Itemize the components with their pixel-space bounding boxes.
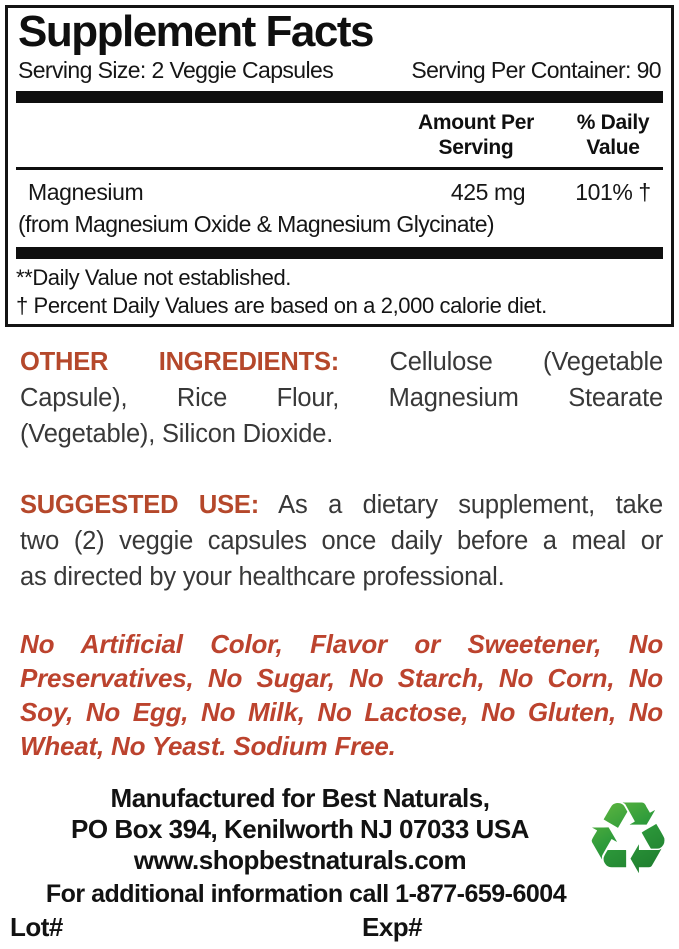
panel-title: Supplement Facts xyxy=(18,7,373,56)
claims-line-4: Wheat, No Yeast. Sodium Free. xyxy=(20,731,396,761)
other-ingredients-section xyxy=(20,344,663,452)
nutrient-row-magnesium xyxy=(16,179,663,206)
suggested-use-label: SUGGESTED USE: xyxy=(20,491,259,519)
recycle-icon: ♻ xyxy=(583,780,673,897)
divider-thick-top xyxy=(16,91,663,103)
footnote-percent-dv: † Percent Daily Values are based on a 2,000 calorie diet. xyxy=(16,292,547,318)
column-headers xyxy=(16,103,663,167)
other-ingredients-label: OTHER INGREDIENTS: xyxy=(20,348,340,376)
nutrient-source-note: (from Magnesium Oxide & Magnesium Glycinate) xyxy=(18,211,494,238)
phone-line: For additional information call 1-877-659-6004 xyxy=(45,880,567,908)
divider-thin xyxy=(16,167,663,170)
servings-per-container: Serving Per Container: 90 xyxy=(411,56,661,83)
manufacturer-line: Manufactured for Best Naturals, xyxy=(110,783,490,813)
exp-label: Exp# xyxy=(362,912,423,942)
suggested-use-section xyxy=(20,487,663,595)
other-ingredients-line-1 xyxy=(20,344,663,380)
nutrient-name: Magnesium xyxy=(28,179,144,206)
claims-line-3: Soy, No Egg, No Milk, No Lactose, No Gluten, No xyxy=(20,697,663,727)
serving-size: Serving Size: 2 Veggie Capsules xyxy=(18,56,334,83)
divider-thick-bottom xyxy=(16,247,663,259)
other-ingredients-line-3: (Vegetable), Silicon Dioxide. xyxy=(20,420,334,448)
address-line: PO Box 394, Kenilworth NJ 07033 USA xyxy=(71,814,529,844)
other-ingredients-line-2: Capsule), Rice Flour, Magnesium Stearate xyxy=(20,384,663,412)
claims-line-1: No Artificial Color, Flavor or Sweetener, No xyxy=(20,629,663,659)
suggested-use-line-1 xyxy=(20,487,663,523)
claims-line-2: Preservatives, No Sugar, No Starch, No Corn, No xyxy=(20,663,663,693)
lot-exp-row xyxy=(0,912,679,944)
panel-footnotes xyxy=(16,264,663,319)
amount-per-serving-header: Amount Per Serving xyxy=(417,110,534,160)
footnote-dv-not-established: **Daily Value not established. xyxy=(16,265,291,291)
manufacturer-footer xyxy=(0,780,679,944)
other-ingredients-text-1: Cellulose (Vegetable xyxy=(389,348,663,376)
serving-row xyxy=(18,57,661,84)
claims-section xyxy=(20,627,663,763)
nutrient-daily-value: 101% † xyxy=(575,179,651,206)
website-line: www.shopbestnaturals.com xyxy=(133,845,467,875)
lot-label: Lot# xyxy=(10,912,63,942)
supplement-facts-panel xyxy=(5,5,674,327)
suggested-use-line-2: two (2) veggie capsules once daily before a meal or xyxy=(20,527,663,555)
suggested-use-line-3: as directed by your healthcare professional. xyxy=(20,563,505,591)
daily-value-header: % Daily Value xyxy=(576,110,650,160)
nutrient-amount: 425 mg xyxy=(450,179,526,206)
suggested-use-text-1: As a dietary supplement, take xyxy=(278,491,663,519)
